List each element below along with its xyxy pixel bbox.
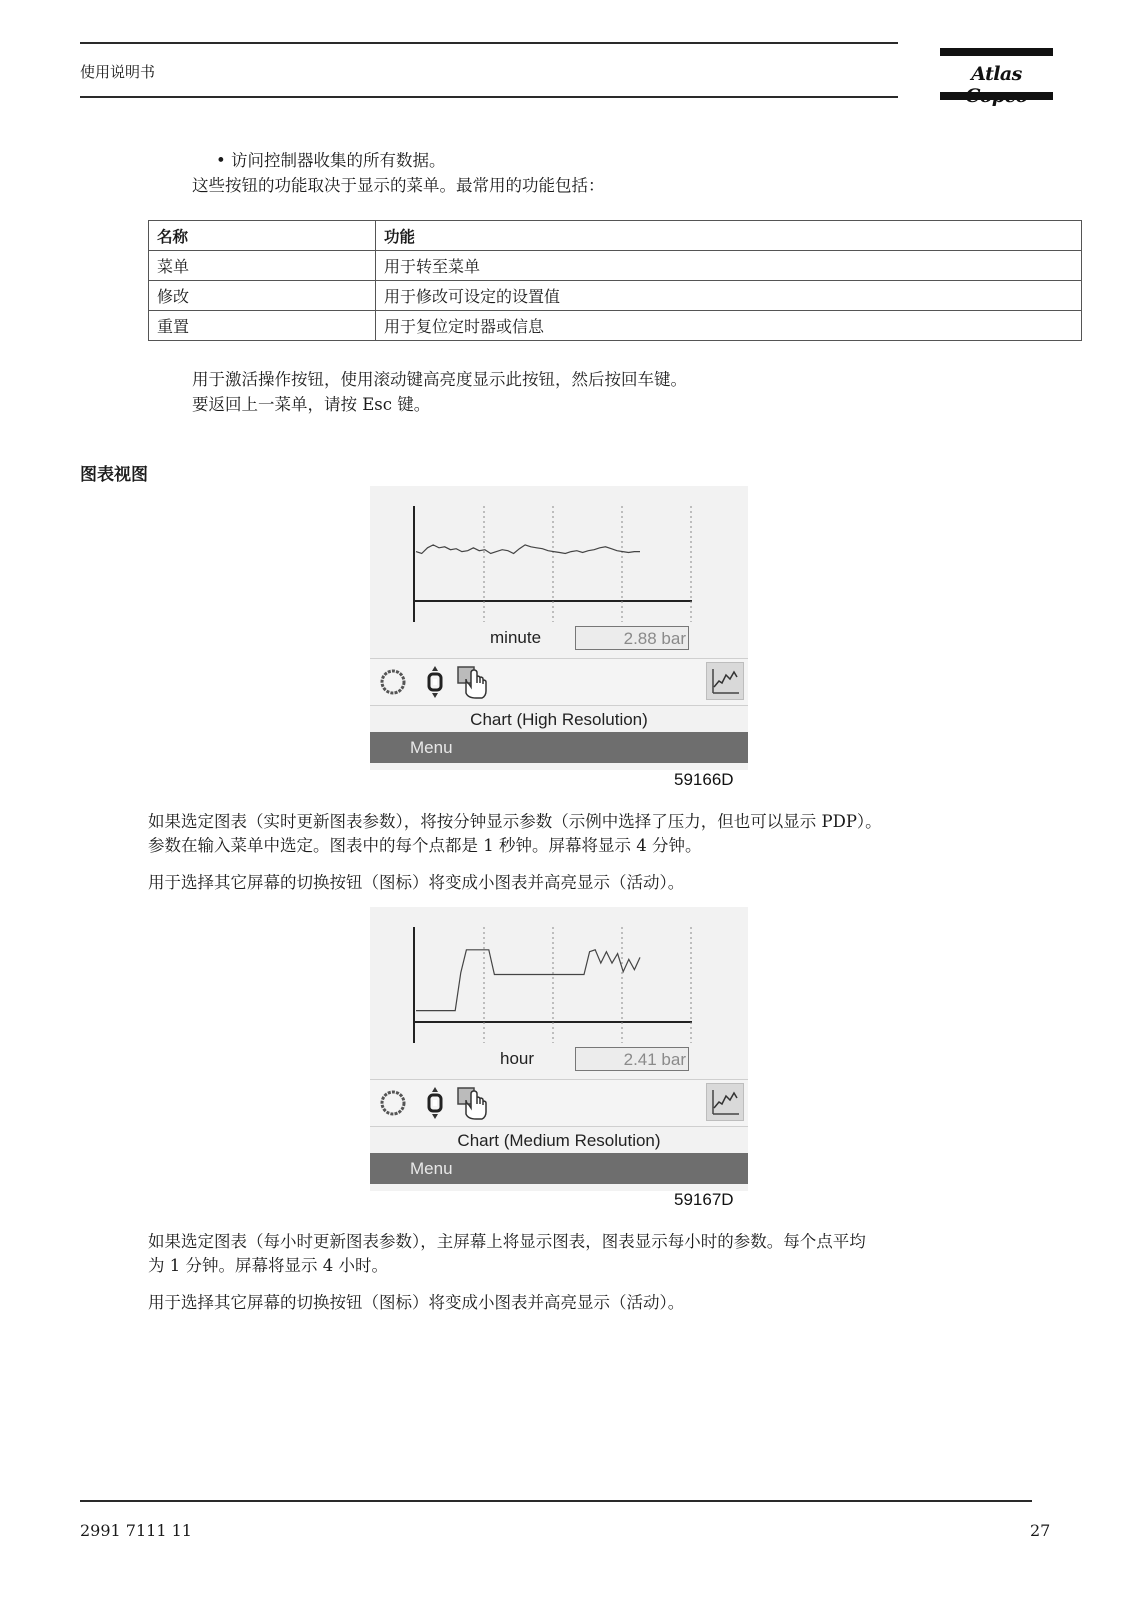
- chart-icon[interactable]: [706, 1083, 744, 1121]
- chart-plot: [370, 486, 748, 658]
- table-header-name: 名称: [149, 221, 376, 251]
- table-row: [149, 251, 1082, 281]
- circle-icon[interactable]: [376, 1086, 410, 1120]
- fig2-text-line2: 为 1 分钟。屏幕将显示 4 小时。: [148, 1256, 388, 1275]
- fig1-text-line3: 用于选择其它屏幕的切换按钮（图标）将变成小图表并高亮显示（活动）。: [148, 873, 685, 892]
- chart-plot: [370, 907, 748, 1079]
- chart-icon[interactable]: [706, 662, 744, 700]
- table-row: [149, 311, 1082, 341]
- bullet-dot: •: [216, 151, 231, 170]
- table-header-function: 功能: [376, 221, 1082, 251]
- scroll-arrows-icon[interactable]: [418, 665, 452, 699]
- menu-label: Menu: [410, 738, 453, 757]
- atlas-copco-logo: [940, 48, 1053, 102]
- document-number: 2991 7111 11: [80, 1521, 192, 1540]
- section-heading: 图表视图: [80, 465, 148, 485]
- footer-rule: [80, 1500, 1032, 1502]
- table-cell-function: 用于修改可设定的设置值: [376, 281, 1082, 311]
- fig1-text-line2: 参数在输入菜单中选定。图表中的每个点都是 1 秒钟。屏幕将显示 4 分钟。: [148, 836, 702, 855]
- table-cell-function: 用于复位定时器或信息: [376, 311, 1082, 341]
- table-cell-function: 用于转至菜单: [376, 251, 1082, 281]
- intro-sentence: 这些按钮的功能取决于显示的菜单。最常用的功能包括：: [192, 176, 605, 195]
- controller-screen-hour: [370, 907, 748, 1191]
- hand-tap-icon[interactable]: [456, 1086, 490, 1120]
- table-cell-name: 修改: [149, 281, 376, 311]
- intro-bullet: • 访问控制器收集的所有数据。: [216, 151, 446, 170]
- icon-toolbar: [370, 1079, 748, 1127]
- hand-tap-icon[interactable]: [456, 665, 490, 699]
- pressure-value-box: 2.88 bar: [575, 626, 689, 650]
- figure-code: 59166D: [674, 770, 734, 789]
- time-unit-label: minute: [490, 628, 542, 647]
- pressure-series-line: [416, 950, 640, 1011]
- page-number: 27: [1030, 1521, 1051, 1540]
- menu-bar[interactable]: [370, 1153, 748, 1184]
- scroll-arrows-icon[interactable]: [418, 1086, 452, 1120]
- header-top-rule: [80, 42, 898, 44]
- screen-title: Chart (Medium Resolution): [457, 1131, 661, 1150]
- time-unit-label: hour: [500, 1049, 535, 1068]
- menu-bar[interactable]: [370, 732, 748, 763]
- header-bottom-rule: [80, 96, 898, 98]
- pressure-series-line: [416, 545, 640, 554]
- figure-code: 59167D: [674, 1190, 734, 1209]
- icon-toolbar: [370, 658, 748, 706]
- logo-text: Atlas: [971, 63, 1022, 85]
- table-cell-name: 菜单: [149, 251, 376, 281]
- screen-title: Chart (High Resolution): [470, 710, 648, 729]
- activate-instruction: 用于激活操作按钮，使用滚动键高亮度显示此按钮，然后按回车键。: [192, 370, 687, 389]
- table-row: [149, 281, 1082, 311]
- fig2-text-line1: 如果选定图表（每小时更新图表参数），主屏幕上将显示图表，图表显示每小时的参数。每个点平均: [148, 1232, 866, 1251]
- fig2-text-line3: 用于选择其它屏幕的切换按钮（图标）将变成小图表并高亮显示（活动）。: [148, 1293, 685, 1312]
- table-cell-name: 重置: [149, 311, 376, 341]
- chart-icon-glyph: [707, 663, 743, 699]
- esc-instruction: 要返回上一菜单，请按 Esc 键。: [192, 395, 431, 414]
- button-function-table: [148, 220, 1082, 341]
- chart-icon-glyph: [707, 1084, 743, 1120]
- controller-screen-minute: [370, 486, 748, 770]
- fig1-text-line1: 如果选定图表（实时更新图表参数），将按分钟显示参数（示例中选择了压力，但也可以显示 PDP）。: [148, 812, 882, 831]
- circle-icon[interactable]: [376, 665, 410, 699]
- menu-label: Menu: [410, 1159, 453, 1178]
- table-header-row: [149, 221, 1082, 251]
- pressure-value-box: 2.41 bar: [575, 1047, 689, 1071]
- document-title: 使用说明书: [80, 63, 156, 81]
